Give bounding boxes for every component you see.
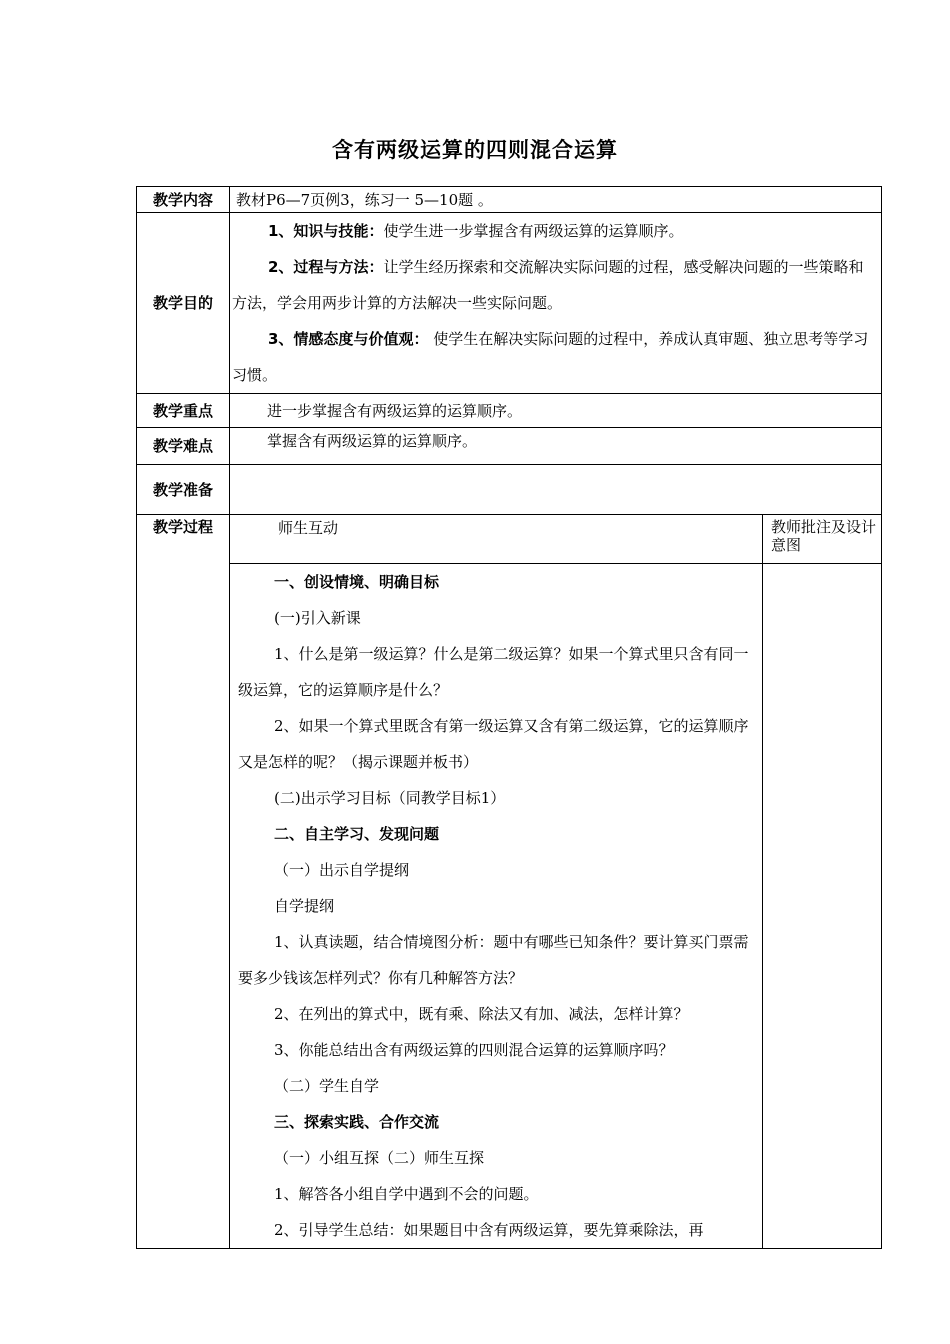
row-objectives <box>137 213 882 394</box>
objectives-list <box>230 213 881 393</box>
process-lines <box>230 564 762 1248</box>
label-preparation: 教学准备 <box>137 465 230 515</box>
key-point-value: 进一步掌握含有两级运算的运算顺序。 <box>230 394 882 428</box>
label-difficulty: 教学难点 <box>137 428 230 465</box>
lesson-plan-table <box>136 186 882 1249</box>
objectives-cell <box>230 213 882 394</box>
content-value: 教材P6—7页例3，练习一 5—10题 。 <box>230 187 882 213</box>
process-line: (二)出示学习目标（同教学目标1） <box>274 789 506 807</box>
label-content: 教学内容 <box>137 187 230 213</box>
preparation-value <box>230 465 882 515</box>
difficulty-value: 掌握含有两级运算的运算顺序。 <box>230 428 882 465</box>
objective-1: 1、知识与技能：使学生进一步掌握含有两级运算的运算顺序。 <box>268 222 684 240</box>
process-line: 2、在列出的算式中，既有乘、除法又有加、减法，怎样计算？ <box>274 1005 689 1023</box>
row-content <box>137 187 882 213</box>
process-line: 二、自主学习、发现问题 <box>274 825 440 843</box>
process-line: 2、引导学生总结：如果题目中含有两级运算，要先算乘除法，再 <box>274 1221 704 1239</box>
process-line: （二）学生自学 <box>274 1077 380 1095</box>
process-line: 3、你能总结出含有两级运算的四则混合运算的运算顺序吗？ <box>274 1041 674 1059</box>
label-process: 教学过程 <box>137 515 230 1249</box>
process-line: 1、什么是第一级运算？什么是第二级运算？如果一个算式里只含有同一级运算，它的运算顺序是什么？ <box>238 645 749 699</box>
process-line: 一、创设情境、明确目标 <box>274 573 440 591</box>
objective-2: 2、过程与方法：让学生经历探索和交流解决实际问题的过程，感受解决问题的一些策略和方法，学会用两步计算的方法解决一些实际问题。 <box>232 258 864 312</box>
objective-3: 3、情感态度与价值观： 使学生在解决实际问题的过程中，养成认真审题、独立思考等学习习惯。 <box>232 330 869 384</box>
page-title: 含有两级运算的四则混合运算 <box>332 138 618 162</box>
col-header-interaction: 师生互动 <box>230 515 763 564</box>
row-process-body <box>137 564 882 1249</box>
notes-column <box>763 564 882 1249</box>
process-content <box>230 564 763 1249</box>
col-header-notes: 教师批注及设计意图 <box>763 515 882 564</box>
row-key-point <box>137 394 882 428</box>
row-preparation <box>137 465 882 515</box>
label-key-point: 教学重点 <box>137 394 230 428</box>
process-line: （一）小组互探（二）师生互探 <box>274 1149 485 1167</box>
process-line: 三、探索实践、合作交流 <box>274 1113 440 1131</box>
row-process-header <box>137 515 882 564</box>
row-difficulty <box>137 428 882 465</box>
process-line: 自学提纲 <box>274 897 335 915</box>
process-line: （一）出示自学提纲 <box>274 861 410 879</box>
process-line: 1、解答各小组自学中遇到不会的问题。 <box>274 1185 539 1203</box>
process-line: 1、认真读题，结合情境图分析：题中有哪些已知条件？要计算买门票需要多少钱该怎样列式？你有几种解答方法？ <box>238 933 749 987</box>
label-objectives: 教学目的 <box>137 213 230 394</box>
process-line: 2、如果一个算式里既含有第一级运算又含有第二级运算，它的运算顺序又是怎样的呢？（揭示课题并板书） <box>238 717 749 771</box>
process-line: (一)引入新课 <box>274 609 361 627</box>
